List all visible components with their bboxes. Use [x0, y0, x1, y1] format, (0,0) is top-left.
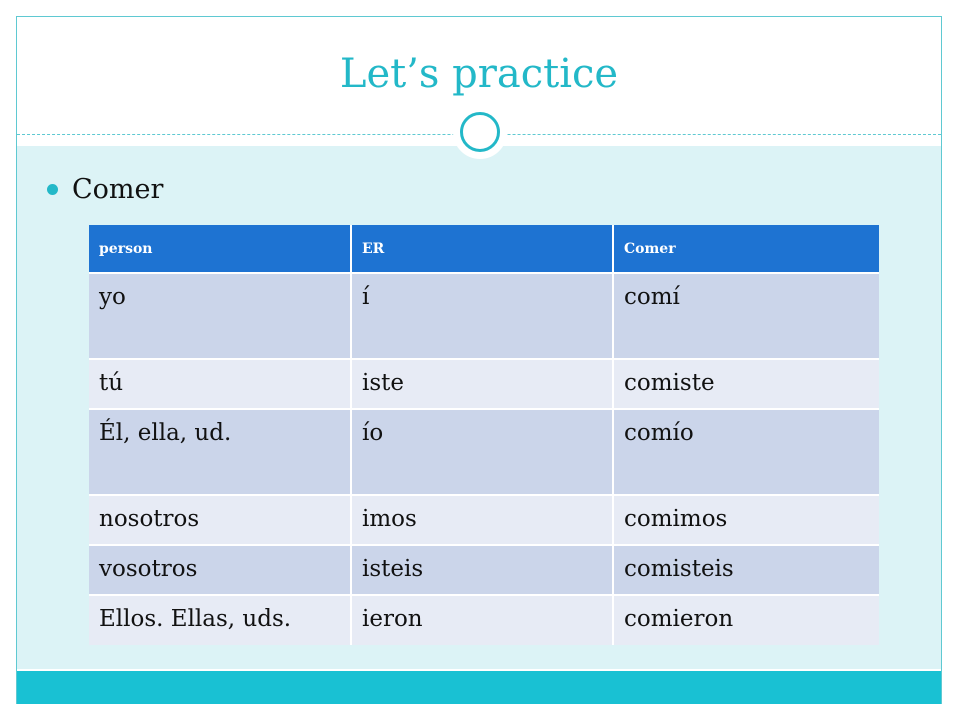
- header-comer: Comer: [613, 225, 879, 273]
- header-er: ER: [351, 225, 613, 273]
- footer-bar: [17, 671, 941, 704]
- cell-ending: [351, 359, 613, 409]
- cell-conjugation: [613, 409, 879, 495]
- table-row: [89, 545, 879, 595]
- cell-text: comío: [624, 420, 694, 446]
- cell-text: ío: [362, 420, 384, 446]
- cell-text: nosotros: [99, 506, 200, 532]
- cell-text: comí: [624, 284, 680, 310]
- bullet-item: [47, 174, 163, 205]
- cell-text: yo: [99, 284, 126, 310]
- cell-ending: [351, 545, 613, 595]
- table-row: [89, 409, 879, 495]
- cell-text: ieron: [362, 606, 423, 632]
- cell-conjugation: [613, 595, 879, 645]
- cell-text: comisteis: [624, 556, 734, 582]
- cell-text: isteis: [362, 556, 424, 582]
- cell-person: [89, 273, 351, 359]
- slide: [16, 16, 942, 704]
- table-row: [89, 273, 879, 359]
- cell-person: [89, 595, 351, 645]
- bullet-dot-icon: [47, 184, 58, 195]
- table-header-row: [89, 225, 879, 273]
- cell-person: [89, 495, 351, 545]
- ring-inner: [460, 112, 500, 152]
- cell-person: [89, 409, 351, 495]
- cell-ending: [351, 273, 613, 359]
- cell-text: tú: [99, 370, 124, 396]
- cell-text: comiste: [624, 370, 715, 396]
- cell-person: [89, 545, 351, 595]
- cell-text: imos: [362, 506, 417, 532]
- cell-conjugation: [613, 273, 879, 359]
- table-row: [89, 595, 879, 645]
- cell-text: comieron: [624, 606, 734, 632]
- ring-icon: [453, 105, 507, 159]
- bullet-text: Comer: [72, 174, 164, 205]
- cell-text: í: [362, 284, 370, 310]
- slide-title: Let’s practice: [339, 51, 619, 97]
- cell-text: iste: [362, 370, 405, 396]
- conjugation-table: [89, 225, 879, 645]
- table-row: [89, 495, 879, 545]
- cell-text: comimos: [624, 506, 728, 532]
- cell-conjugation: [613, 359, 879, 409]
- cell-conjugation: [613, 545, 879, 595]
- cell-text: Él, ella, ud.: [99, 420, 232, 446]
- cell-conjugation: [613, 495, 879, 545]
- header-person: person: [89, 225, 351, 273]
- cell-person: [89, 359, 351, 409]
- cell-text: Ellos. Ellas, uds.: [99, 606, 292, 632]
- cell-text: vosotros: [99, 556, 198, 582]
- cell-ending: [351, 495, 613, 545]
- table-row: [89, 359, 879, 409]
- cell-ending: [351, 595, 613, 645]
- cell-ending: [351, 409, 613, 495]
